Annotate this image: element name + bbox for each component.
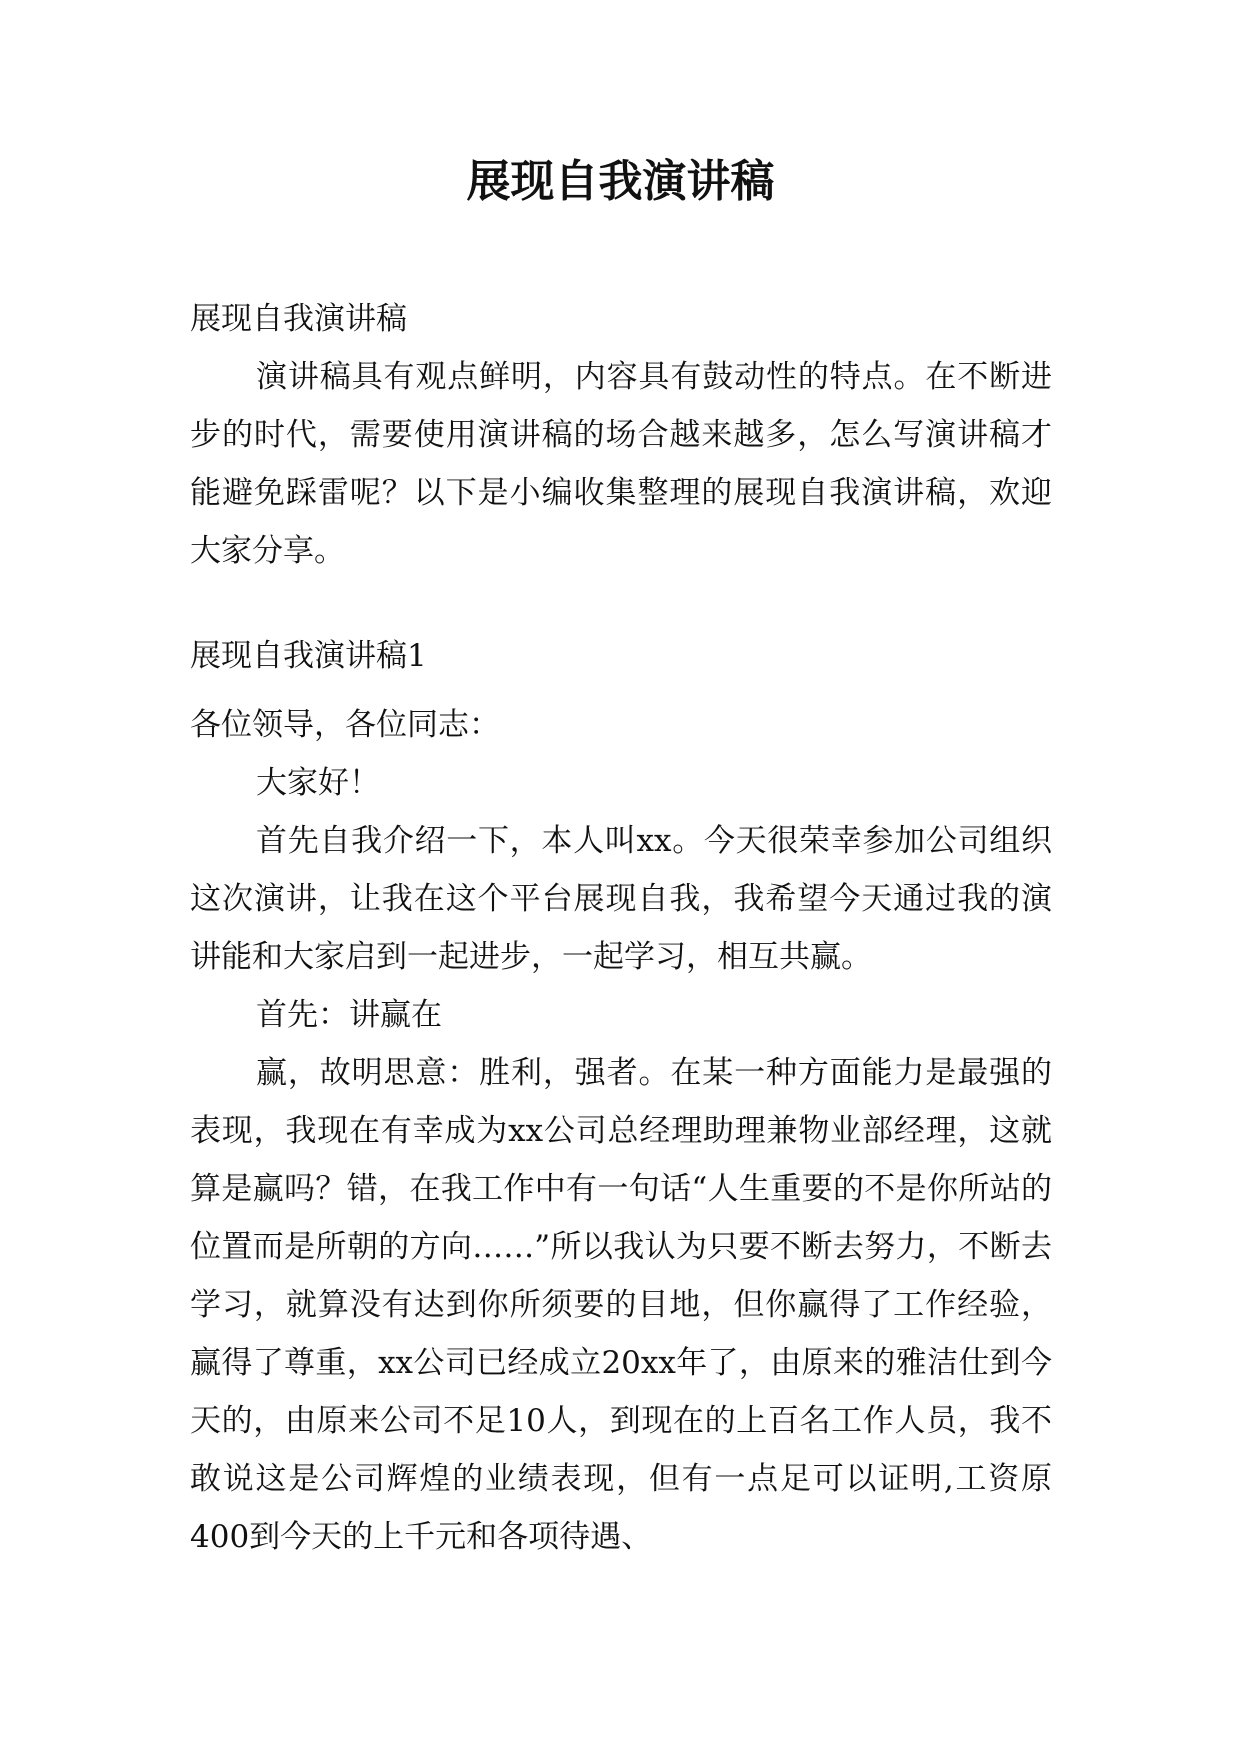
paragraph-topic: 首先：讲赢在 (256, 997, 442, 1033)
subtitle: 展现自我演讲稿 (190, 301, 407, 337)
greeting: 大家好！ (256, 765, 380, 801)
salutation: 各位领导，各位同志： (190, 707, 500, 743)
section-heading: 展现自我演讲稿1 (190, 638, 427, 674)
paragraph-introduction: 首先自我介绍一下，本人叫xx。今天很荣幸参加公司组织这次演讲，让我在这个平台展现自我，我希望今天通过我的演讲能和大家启到一起进步，一起学习，相互共赢。 (190, 823, 1052, 975)
paragraph-main: 赢，故明思意：胜利，强者。在某一种方面能力是最强的表现，我现在有幸成为xx公司总经理助理兼物业部经理，这就算是赢吗？错，在我工作中有一句话“人生重要的不是你所站的位置而是所朝的方向……”所以我认为只要不断去努力，不断去学习，就算没有达到你所须要的目地，但你赢得了工作经验，赢得了尊重，xx公司已经成立20xx年了，由原来的雅洁仕到今天的，由原来公司不足10人，到现在的上百名工作人员，我不敢说这是公司辉煌的业绩表现，但有一点足可以证明,工资原400到今天的上千元和各项待遇、 (190, 1055, 1052, 1555)
document-body (190, 290, 1052, 1566)
document-title: 展现自我演讲稿 (466, 156, 775, 207)
intro-paragraph: 演讲稿具有观点鲜明，内容具有鼓动性的特点。在不断进步的时代，需要使用演讲稿的场合越来越多，怎么写演讲稿才能避免踩雷呢？以下是小编收集整理的展现自我演讲稿，欢迎大家分享。 (190, 359, 1052, 569)
